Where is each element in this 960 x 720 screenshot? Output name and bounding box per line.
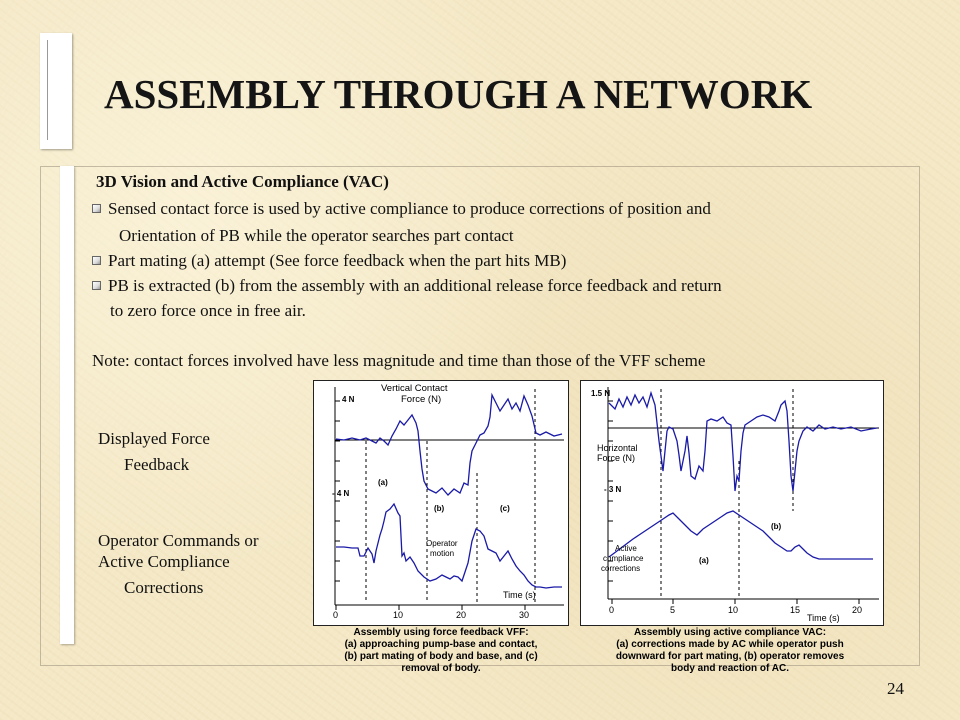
vac-plot — [580, 380, 884, 626]
bullet-square-icon — [92, 281, 101, 290]
content-frame-bar — [60, 166, 74, 644]
caption-line: body and reaction of AC. — [671, 663, 789, 674]
ac-label-cont: compliance — [603, 554, 644, 563]
command-label-cont: Active Compliance — [98, 552, 230, 571]
bullet-continuation: Orientation of PB while the operator searches part contact — [119, 226, 514, 245]
vac-caption — [580, 627, 880, 675]
force-label: Displayed Force — [98, 429, 210, 448]
x-tick: 5 — [670, 605, 676, 615]
vff-caption — [313, 627, 569, 675]
bullet-text: Part mating (a) attempt (See force feedback when the part hits MB) — [108, 251, 567, 270]
command-label-cont2: Corrections — [124, 578, 204, 597]
force-label-cont: Feedback — [124, 455, 190, 474]
vff-plot — [313, 380, 569, 626]
caption-line: (a) approaching pump-base and contact, — [344, 639, 538, 650]
note-text: Note: contact forces involved have less magnitude and time than those of the VFF scheme — [92, 351, 706, 370]
x-tick: 15 — [790, 605, 801, 615]
page-number: 24 — [887, 679, 904, 698]
x-tick: 0 — [609, 605, 615, 615]
x-tick: 10 — [728, 605, 739, 615]
x-tick: 20 — [852, 605, 863, 615]
plot-title-cont: Force (N) — [401, 394, 442, 405]
bullet-square-icon — [92, 204, 101, 213]
caption-line: Assembly using active compliance VAC: — [633, 627, 827, 638]
y-top-label: 1.5 N — [591, 389, 611, 398]
phase-b-label: (b) — [434, 504, 445, 513]
bullet-square-icon — [92, 256, 101, 265]
ac-label-cont2: corrections — [601, 564, 641, 573]
force-axis-label-cont: Force (N) — [597, 453, 635, 463]
phase-b-label: (b) — [771, 522, 782, 531]
bullet-item — [92, 251, 566, 271]
caption-line: (b) part mating of body and base, and (c) — [344, 651, 538, 662]
force-axis-label: Horizontal — [597, 443, 638, 453]
x-axis-label: Time (s) — [503, 590, 536, 600]
operator-motion-label: Operator — [426, 539, 458, 548]
title-frame-line — [47, 40, 66, 140]
x-tick: 10 — [393, 610, 404, 620]
x-tick: 30 — [519, 610, 530, 620]
bullet-continuation: to zero force once in free air. — [110, 301, 306, 320]
caption-line: (a) corrections made by AC while operator push — [616, 639, 844, 650]
x-tick: 0 — [333, 610, 339, 620]
y-top-label: 4 N — [342, 395, 355, 404]
x-axis-label: Time (s) — [807, 613, 840, 623]
ac-label: Active — [615, 544, 637, 553]
x-tick: 20 — [456, 610, 467, 620]
bullet-text: Sensed contact force is used by active compliance to produce corrections of position and — [108, 199, 711, 218]
caption-line: removal of body. — [401, 663, 481, 674]
bullet-text: PB is extracted (b) from the assembly with an additional release force feedback and return — [108, 276, 722, 295]
plot-title: Vertical Contact — [381, 383, 448, 394]
phase-c-label: (c) — [500, 504, 510, 513]
caption-line: Assembly using force feedback VFF: — [353, 627, 529, 638]
bullet-item — [92, 199, 711, 219]
section-heading: 3D Vision and Active Compliance (VAC) — [96, 172, 389, 191]
command-label: Operator Commands or — [98, 531, 259, 550]
slide-title: ASSEMBLY THROUGH A NETWORK — [104, 71, 813, 117]
y-bottom-label: - 3 N — [604, 485, 622, 494]
y-bottom-label: - 4 N — [332, 489, 350, 498]
bullet-item — [92, 276, 722, 296]
caption-line: downward for part mating, (b) operator removes — [615, 651, 845, 662]
phase-a-label: (a) — [378, 478, 388, 487]
phase-a-label: (a) — [699, 556, 709, 565]
operator-motion-label-cont: motion — [430, 549, 455, 558]
vff-plot-svg — [314, 381, 568, 625]
vac-plot-svg — [581, 381, 883, 625]
